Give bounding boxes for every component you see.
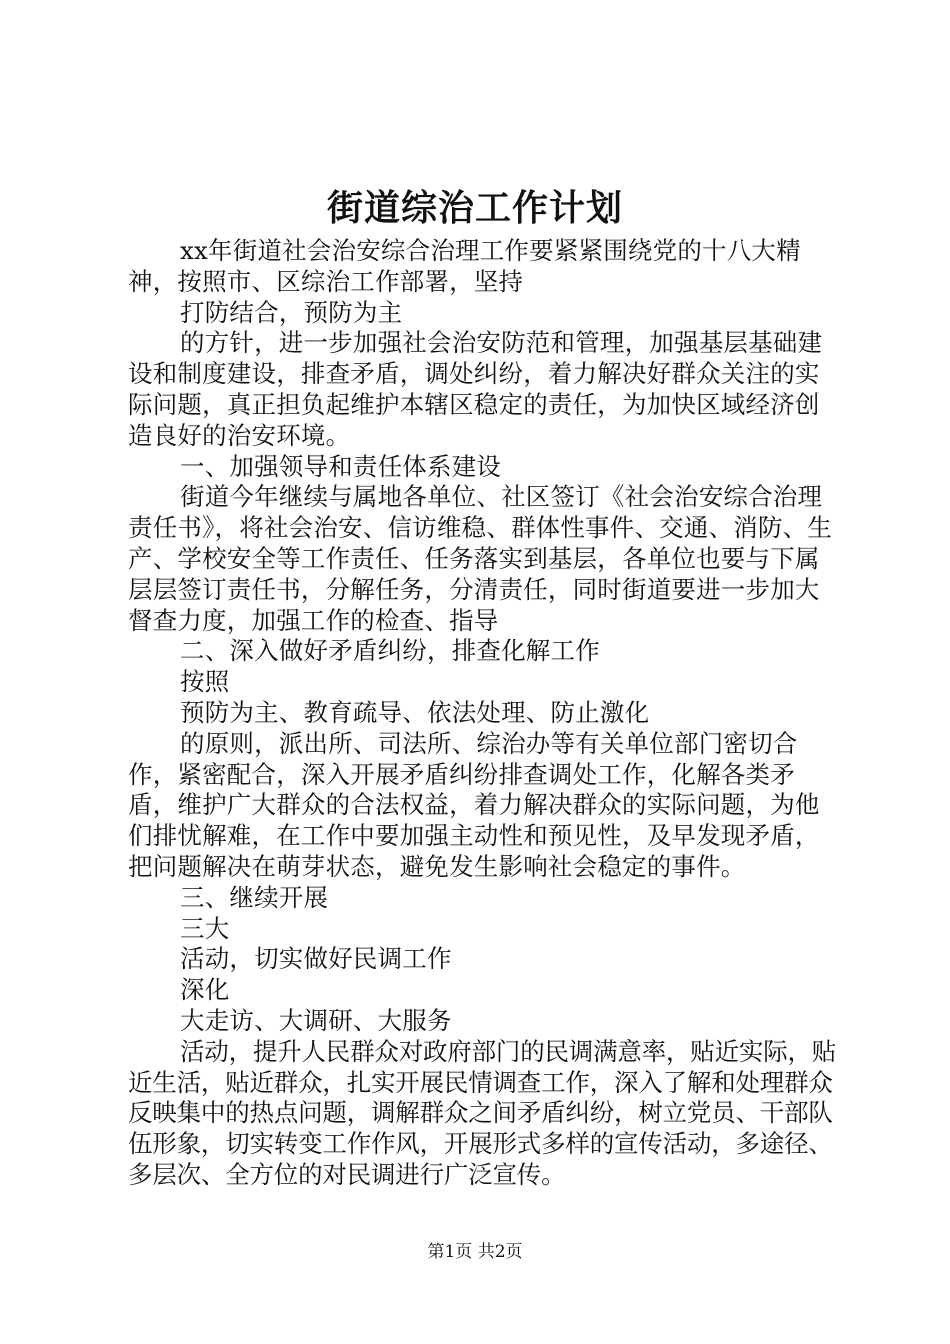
paragraph-according: 按照 [180,667,230,697]
paragraph-policy: 的方针，进一步加强社会治安防范和管理，加强基层基础建设和制度建设，排查矛盾，调处纠纷，着力解决好群众关注的实际问题，真正担负起维护本辖区稳定的责任，为加快区域经济创造良好的治安环境。 [128,328,823,450]
section-heading-2: 二、深入做好矛盾纠纷，排查化解工作 [180,636,600,666]
document-title: 街道综治工作计划 [326,187,623,229]
paragraph-deepen: 深化 [180,975,230,1005]
paragraph-section-3: 活动，提升人民群众对政府部门的民调满意率，贴近实际，贴近生活，贴近群众，扎实开展民情调查工作，深入了解和处理群众反映集中的热点问题，调解群众之间矛盾纠纷，树立党员、干部队伍形象，切实转变工作作风，开展形式多样的宣传活动，多途径、多层次、全方位的对民调进行广泛宣传。 [128,1036,837,1189]
document-body [128,236,840,1191]
paragraph-section-2: 的原则，派出所、司法所、综治办等有关单位部门密切合作，紧密配合，深入开展矛盾纠纷排查调处工作，化解各类矛盾，维护广大群众的合法权益，着力解决群众的实际问题，为他们排忧解难，在工作中要加强主动性和预见性，及早发现矛盾，把问题解决在萌芽状态，避免发生影响社会稳定的事件。 [128,728,820,881]
paragraph-visit-research-service: 大走访、大调研、大服务 [180,1005,452,1035]
page-footer: 第1页 共2页 [427,1242,523,1262]
paragraph-activity: 活动，切实做好民调工作 [180,944,452,974]
paragraph-three-big: 三大 [180,913,230,943]
section-heading-3: 三、继续开展 [180,882,329,912]
paragraph-principle-2: 预防为主、教育疏导、依法处理、防止激化 [180,697,650,727]
paragraph-intro: xx年街道社会治安综合治理工作要紧紧围绕党的十八大精神，按照市、区综治工作部署，坚持 [128,236,801,296]
paragraph-principle: 打防结合，预防为主 [180,297,403,327]
section-heading-1: 一、加强领导和责任体系建设 [180,451,502,481]
paragraph-section-1: 街道今年继续与属地各单位、社区签订《社会治安综合治理责任书》，将社会治安、信访维稳、群体性事件、交通、消防、生产、学校安全等工作责任、任务落实到基层，各单位也要与下属层层签订责任书，分解任务，分清责任，同时街道要进一步加大督查力度，加强工作的检查、指导 [128,482,833,635]
